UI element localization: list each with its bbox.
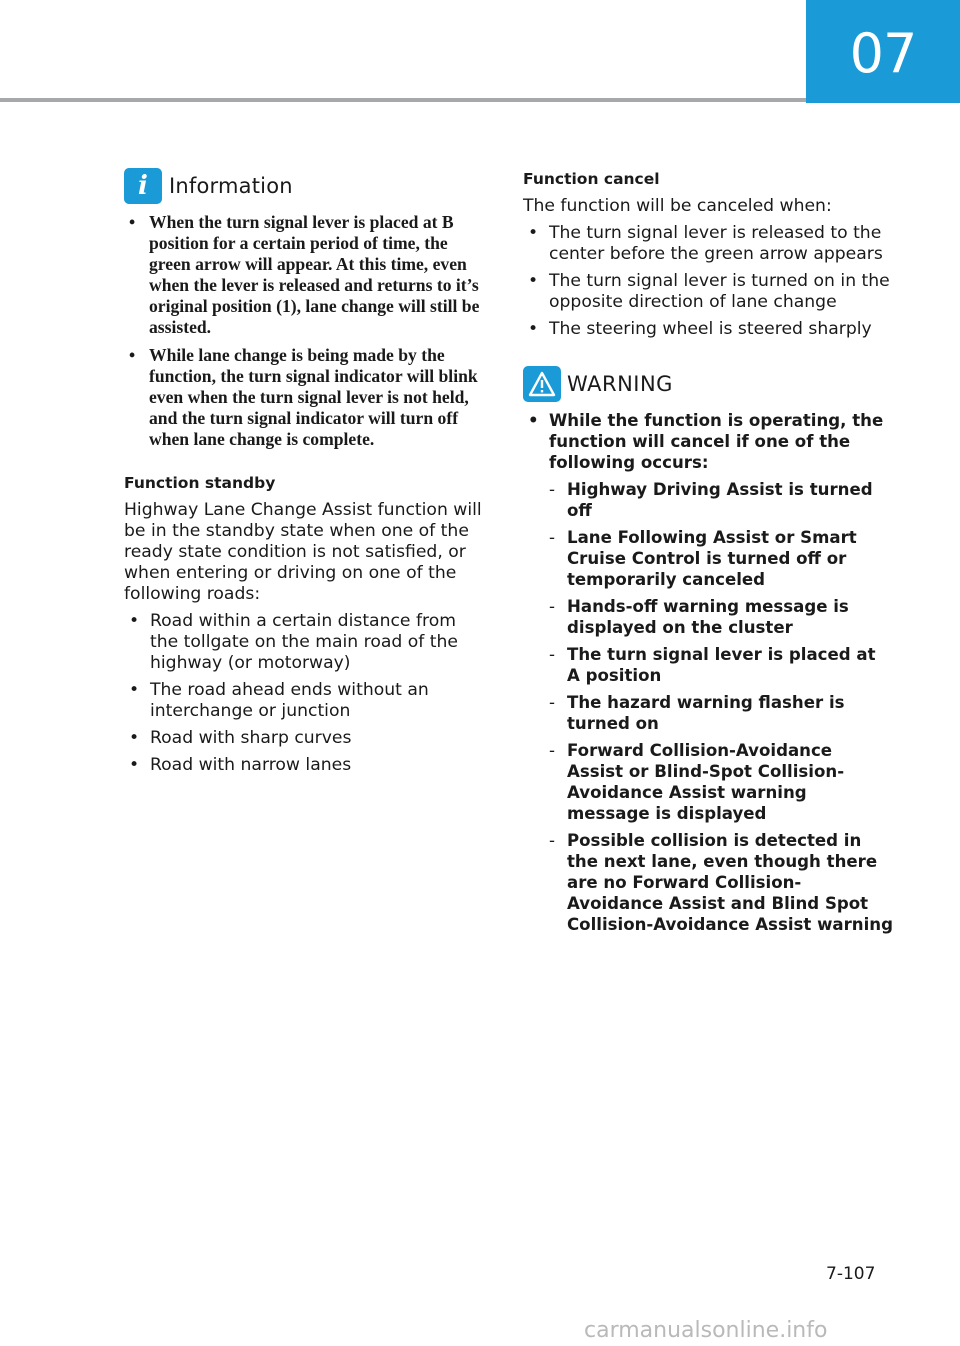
- warning-condition: - Highway Driving Assist is turned off: [549, 479, 893, 521]
- warning-header: [523, 366, 893, 402]
- cancel-list: [523, 223, 893, 340]
- watermark: carmanualsonline.info: [584, 1318, 828, 1343]
- standby-item: • Road with sharp curves: [124, 728, 486, 749]
- warning-title: WARNING: [567, 372, 673, 396]
- cancel-heading: Function cancel: [523, 170, 660, 188]
- standby-heading: Function standby: [124, 474, 276, 492]
- header-rule: [0, 98, 806, 102]
- left-column: [124, 168, 486, 782]
- standby-list: [124, 611, 486, 776]
- warning-condition: - Possible collision is detected in the next lane, even though there are no Forward Collision-Avoidance Assist and Blind Spot Collision-Avoidance Assist warning: [549, 830, 893, 935]
- warning-lead: While the function is operating, the function will cancel if one of the following occurs:: [549, 411, 884, 472]
- warning-condition: - The turn signal lever is placed at A position: [549, 644, 893, 686]
- information-item: • When the turn signal lever is placed at B position for a certain period of time, the green arrow will appear. At this time, even when the lever is released and returns to it’s original position (1), lane change will still be assisted.: [124, 212, 486, 338]
- information-header: [124, 168, 486, 204]
- information-item: • While lane change is being made by the function, the turn signal indicator will blink even when the turn signal lever is not held, and the turn signal indicator will turn off when lane change is complete.: [124, 345, 486, 450]
- information-list: [124, 212, 486, 450]
- standby-item: • The road ahead ends without an interchange or junction: [124, 680, 486, 722]
- cancel-text: The function will be canceled when:: [523, 196, 832, 216]
- right-column: [523, 170, 893, 941]
- standby-text: Highway Lane Change Assist function will be in the standby state when one of the ready state condition is not satisfied, or when entering or driving on one of the following roads:: [124, 500, 482, 604]
- warning-condition: - Forward Collision-Avoidance Assist or Blind-Spot Collision-Avoidance Assist warning message is displayed: [549, 740, 893, 824]
- cancel-item: • The turn signal lever is released to the center before the green arrow appears: [523, 223, 893, 265]
- warning-list: [523, 410, 893, 935]
- warning-item: [523, 410, 893, 935]
- standby-item: • Road with narrow lanes: [124, 755, 486, 776]
- warning-condition: - The hazard warning flasher is turned on: [549, 692, 893, 734]
- info-icon: i: [124, 168, 162, 204]
- warning-conditions: [549, 479, 893, 935]
- warning-condition: - Lane Following Assist or Smart Cruise Control is turned off or temporarily canceled: [549, 527, 893, 590]
- warning-triangle-icon: [523, 366, 561, 402]
- information-title: Information: [169, 174, 293, 198]
- cancel-item: • The steering wheel is steered sharply: [523, 319, 893, 340]
- chapter-tab: 07: [806, 0, 960, 103]
- cancel-item: • The turn signal lever is turned on in the opposite direction of lane change: [523, 271, 893, 313]
- page-number: 7-107: [826, 1264, 876, 1284]
- warning-condition: - Hands-off warning message is displayed on the cluster: [549, 596, 893, 638]
- standby-item: • Road within a certain distance from the tollgate on the main road of the highway (or motorway): [124, 611, 486, 674]
